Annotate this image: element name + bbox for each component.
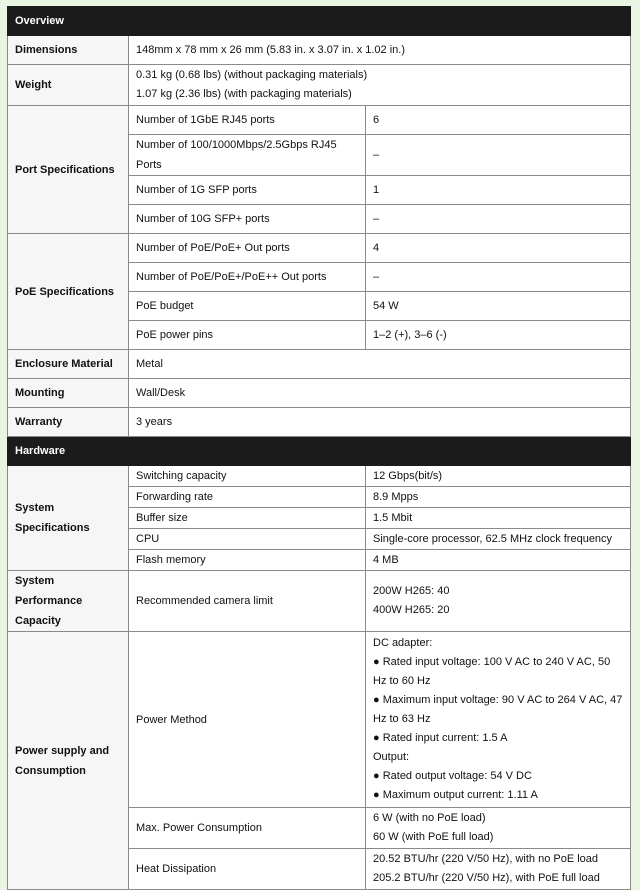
spec-value [129,65,631,106]
spec-value: 4 MB [366,550,631,571]
spec-name: Number of 1G SFP ports [129,176,366,205]
section-title: Hardware [8,437,631,466]
spec-value: Metal [129,350,631,379]
spec-row-power-method [8,632,631,808]
power-line: 20.52 BTU/hr (220 V/50 Hz), with no PoE load [373,853,599,865]
spec-name: Recommended camera limit [129,571,366,632]
power-line: 6 W (with no PoE load) [373,812,486,824]
spec-name: Buffer size [129,508,366,529]
spec-value: 1 [366,176,631,205]
spec-value [366,632,631,808]
spec-label: System Performance Capacity [8,571,129,632]
spec-label: Mounting [8,379,129,408]
spec-label: PoE Specifications [8,234,129,350]
spec-label: Port Specifications [8,106,129,234]
power-line: ● Rated output voltage: 54 V DC [373,770,532,782]
spec-row-system [8,466,631,487]
power-line: ● Maximum output current: 1.11 A [373,789,538,801]
spec-row-performance [8,571,631,632]
spec-label: Enclosure Material [8,350,129,379]
spec-name: CPU [129,529,366,550]
spec-table [7,6,631,890]
spec-label: System Specifications [8,466,129,571]
spec-row-mounting [8,379,631,408]
section-header-hardware [8,437,631,466]
camera-limit-line: 400W H265: 20 [373,604,450,616]
spec-value: 1–2 (+), 3–6 (-) [366,321,631,350]
spec-label: Power supply and Consumption [8,632,129,890]
spec-row-warranty [8,408,631,437]
spec-value [366,849,631,890]
section-title: Overview [8,7,631,36]
spec-value: 3 years [129,408,631,437]
spec-row-poe [8,234,631,263]
spec-value: – [366,263,631,292]
weight-line: 1.07 kg (2.36 lbs) (with packaging materials) [136,88,352,100]
power-line: ● Rated input current: 1.5 A [373,732,508,744]
spec-value: 1.5 Mbit [366,508,631,529]
spec-row-enclosure [8,350,631,379]
spec-value: Single-core processor, 62.5 MHz clock frequency [366,529,631,550]
power-line: DC adapter: [373,637,433,649]
spec-row-port [8,106,631,135]
spec-name: Number of PoE/PoE+/PoE++ Out ports [129,263,366,292]
spec-value: 8.9 Mpps [366,487,631,508]
power-line: ● Rated input voltage: 100 V AC to 240 V AC, 50 Hz to 60 Hz [373,656,611,687]
spec-name: Heat Dissipation [129,849,366,890]
spec-row-weight [8,65,631,106]
spec-name: Forwarding rate [129,487,366,508]
spec-value [366,808,631,849]
spec-value: 6 [366,106,631,135]
spec-value: 148mm x 78 mm x 26 mm (5.83 in. x 3.07 in. x 1.02 in.) [129,36,631,65]
spec-value [366,571,631,632]
spec-name: PoE power pins [129,321,366,350]
spec-name: Flash memory [129,550,366,571]
spec-row-dimensions [8,36,631,65]
spec-name: Number of 100/1000Mbps/2.5Gbps RJ45 Ports [129,135,366,176]
spec-name: PoE budget [129,292,366,321]
power-line: 60 W (with PoE full load) [373,831,494,843]
spec-value: 12 Gbps(bit/s) [366,466,631,487]
spec-name: Number of PoE/PoE+ Out ports [129,234,366,263]
power-line: Output: [373,751,410,763]
spec-value: – [366,205,631,234]
spec-label: Dimensions [8,36,129,65]
spec-sheet [7,6,630,890]
spec-value: – [366,135,631,176]
spec-name: Max. Power Consumption [129,808,366,849]
spec-label: Warranty [8,408,129,437]
spec-value: Wall/Desk [129,379,631,408]
spec-value: 54 W [366,292,631,321]
spec-name: Number of 10G SFP+ ports [129,205,366,234]
spec-name: Switching capacity [129,466,366,487]
weight-line: 0.31 kg (0.68 lbs) (without packaging materials) [136,69,368,81]
section-header-overview [8,7,631,36]
power-line: ● Maximum input voltage: 90 V AC to 264 V AC, 47 Hz to 63 Hz [373,694,623,725]
spec-value: 4 [366,234,631,263]
spec-label: Weight [8,65,129,106]
power-line: 205.2 BTU/hr (220 V/50 Hz), with PoE full load [373,872,600,884]
camera-limit-line: 200W H265: 40 [373,585,450,597]
spec-name: Power Method [129,632,366,808]
spec-name: Number of 1GbE RJ45 ports [129,106,366,135]
